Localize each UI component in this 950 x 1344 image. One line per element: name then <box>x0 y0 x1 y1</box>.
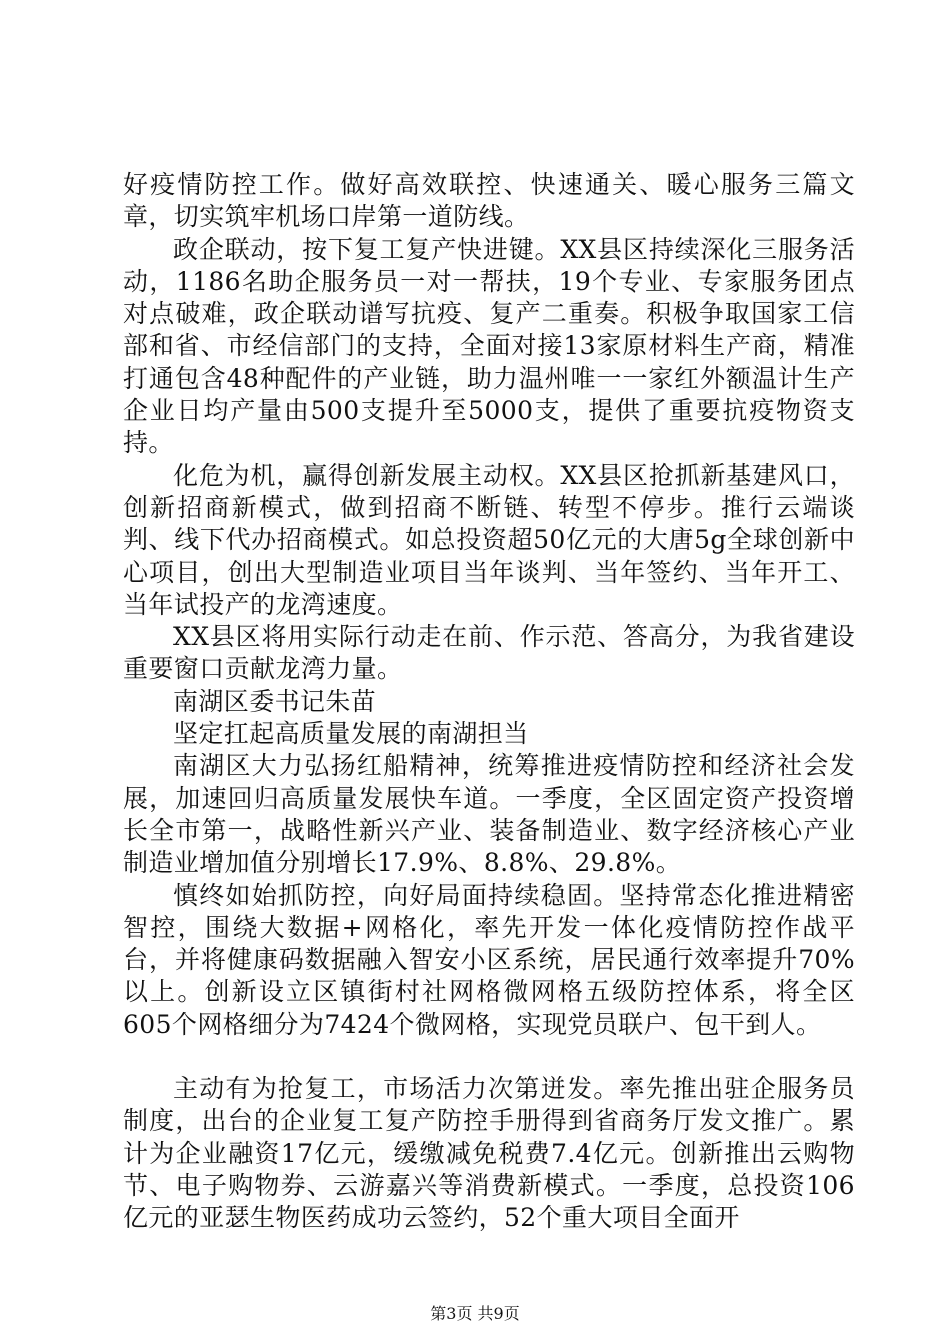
paragraph: 南湖区大力弘扬红船精神，统筹推进疫情防控和经济社会发展，加速回归高质量发展快车道。一季度，全区固定资产投资增长全市第一，战略性新兴产业、装备制造业、数字经济核心产业制造业增加值分别增长17.9%、8.8%、29.8%。 <box>123 751 855 878</box>
section-heading: 坚定扛起高质量发展的南湖担当 <box>173 719 529 749</box>
document-body <box>123 169 855 1235</box>
paragraph: 主动有为抢复工，市场活力次第迸发。率先推出驻企服务员制度，出台的企业复工复产防控手册得到省商务厅发文推广。累计为企业融资17亿元，缓缴减免税费7.4亿元。创新推出云购物节、电子购物券、云游嘉兴等消费新模式。一季度，总投资106亿元的亚瑟生物医药成功云签约，52个重大项目全面开 <box>123 1074 855 1233</box>
paragraph: XX县区将用实际行动走在前、作示范、答高分，为我省建设重要窗口贡献龙湾力量。 <box>123 622 855 684</box>
paragraph-continuation: 好疫情防控工作。做好高效联控、快速通关、暖心服务三篇文章，切实筑牢机场口岸第一道防线。 <box>123 170 855 232</box>
paragraph: 政企联动，按下复工复产快进键。XX县区持续深化三服务活动，1186名助企服务员一对一帮扶，19个专业、专家服务团点对点破难，政企联动谱写抗疫、复产二重奏。积极争取国家工信部和省、市经信部门的支持，全面对接13家原材料生产商，精准打通包含48种配件的产业链，助力温州唯一一家红外额温计生产企业日均产量由500支提升至5000支，提供了重要抗疫物资支持。 <box>123 234 855 458</box>
author-line: 南湖区委书记朱苗 <box>173 686 377 716</box>
page-footer: 第3页 共9页 <box>430 1304 520 1323</box>
paragraph: 慎终如始抓防控，向好局面持续稳固。坚持常态化推进精密智控，围绕大数据+网格化，率先开发一体化疫情防控作战平台，并将健康码数据融入智安小区系统，居民通行效率提升70%以上。创新设立区镇街村社网格微网格五级防控体系，将全区605个网格细分为7424个微网格，实现党员联户、包干到人。 <box>123 880 855 1039</box>
paragraph: 化危为机，赢得创新发展主动权。XX县区抢抓新基建风口，创新招商新模式，做到招商不断链、转型不停步。推行云端谈判、线下代办招商模式。如总投资超50亿元的大唐5g全球创新中心项目，创出大型制造业项目当年谈判、当年签约、当年开工、当年试投产的龙湾速度。 <box>123 460 855 619</box>
